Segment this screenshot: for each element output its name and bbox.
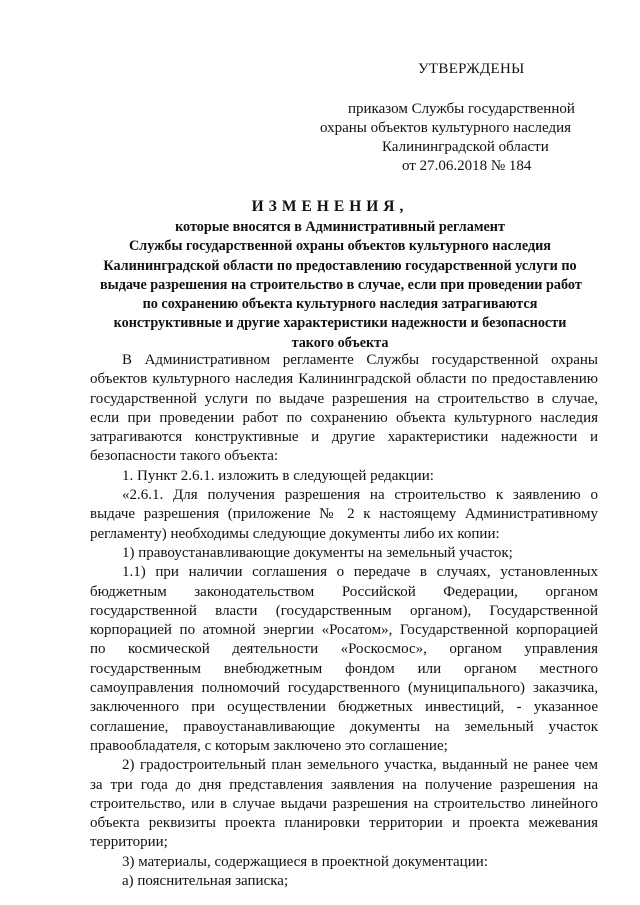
text-line: территории; — [90, 834, 168, 851]
text-line: а) пояснительная записка; — [122, 873, 289, 890]
document-body — [90, 351, 598, 891]
paragraph — [90, 351, 598, 467]
text-line: соглашение, правоустанавливающие документы на земельный участок — [90, 718, 598, 735]
subtitle-line: которые вносятся в Административный регламент — [175, 219, 505, 235]
text-line: самоуправления полномочий государственного (муниципального) заказчика, — [90, 680, 598, 697]
text-line: за три года до дня представления заявления на получение разрешения на — [90, 776, 598, 793]
subtitle-line: Калининградской области по предоставлению государственной услуги по — [103, 257, 577, 274]
text-line: корпорацией по атомной энергии «Росатом», Государственной корпорацией — [90, 622, 598, 639]
paragraph — [90, 486, 598, 544]
document-title: ИЗМЕНЕНИЯ, — [251, 198, 409, 215]
subtitle-line: Службы государственной охраны объектов культурного наследия — [129, 238, 551, 255]
text-line: государственным внебюджетным фондом или органом местного — [90, 660, 598, 677]
approval-line: от 27.06.2018 № 184 — [402, 158, 532, 174]
text-line: 1.1) при наличии соглашения о передаче в случаях, установленных — [122, 564, 598, 581]
approval-line: Калининградской области — [382, 139, 549, 155]
paragraph — [90, 853, 598, 872]
paragraph — [90, 563, 598, 756]
subtitle-line: по сохранению объекта культурного наследия затрагиваются — [142, 296, 538, 313]
paragraph — [90, 467, 598, 486]
text-line: регламенту) необходимы следующие документы либо их копии: — [90, 525, 500, 542]
paragraph — [90, 756, 598, 852]
document-subtitle — [100, 218, 580, 353]
text-line: заключенного при осуществлении бюджетных инвестиций, - указанное — [90, 699, 598, 716]
text-line: выдаче разрешения (приложение № 2 к настоящему Административному — [90, 506, 598, 523]
subtitle-line: такого объекта — [291, 334, 389, 351]
text-line: строительство, или в случае выдачи разрешения на строительство линейного — [90, 795, 598, 812]
text-line: затрагиваются конструктивные и другие характеристики надежности и — [90, 429, 598, 446]
paragraph — [90, 872, 598, 891]
text-line: объектов культурного наследия Калининградской области по предоставлению — [90, 371, 598, 388]
approval-title: УТВЕРЖДЕНЫ — [418, 61, 525, 77]
text-line: безопасности такого объекта: — [90, 448, 279, 465]
text-line: В Административном регламенте Службы государственной охраны — [122, 352, 598, 368]
text-line: государственной власти (государственным органом), Государственной — [90, 602, 598, 619]
text-line: 2) градостроительный план земельного участка, выданный не ранее чем — [122, 757, 598, 774]
text-line: 1. Пункт 2.6.1. изложить в следующей редакции: — [122, 467, 434, 484]
text-line: 3) материалы, содержащиеся в проектной документации: — [122, 853, 488, 870]
text-line: по космической деятельности «Роскосмос», органом управления — [90, 641, 598, 658]
subtitle-line: выдаче разрешения на строительство в случае, если при проведении работ — [100, 276, 582, 293]
approval-line: приказом Службы государственной — [348, 101, 575, 117]
text-line: «2.6.1. Для получения разрешения на строительство к заявлению о — [122, 487, 598, 504]
text-line: если при проведении работ по сохранению объекта культурного наследия — [90, 409, 598, 426]
subtitle-line: конструктивные и другие характеристики надежности и безопасности — [113, 315, 567, 332]
approval-line: охраны объектов культурного наследия — [320, 120, 572, 136]
text-line: государственной услуги по выдаче разрешения на строительство в случае, — [90, 390, 598, 407]
paragraph — [90, 544, 598, 563]
text-line: правообладателя, с которым заключено это соглашение; — [90, 737, 448, 754]
text-line: 1) правоустанавливающие документы на земельный участок; — [122, 544, 513, 561]
text-line: объекта реквизиты проекта планировки территории и проекта межевания — [90, 815, 598, 832]
text-line: бюджетным законодательством Российской Федерации, органом — [90, 583, 598, 600]
